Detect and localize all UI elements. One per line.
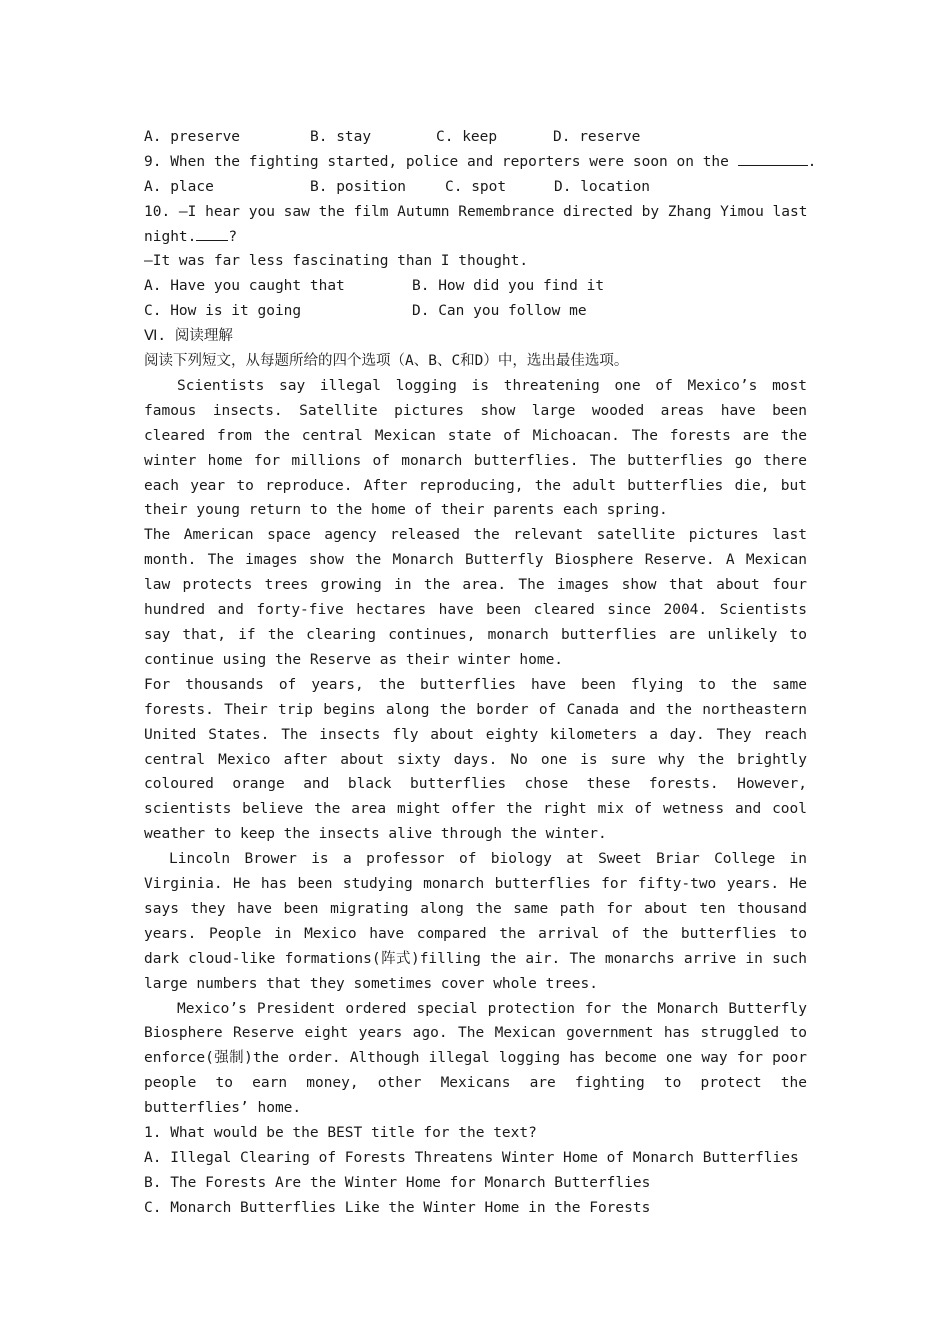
q10-options-row1: [144, 274, 807, 299]
q9-answer-blank: [738, 150, 808, 166]
q8-option-a: A. preserve: [144, 129, 241, 145]
section-title: Ⅵ. 阅读理解: [144, 328, 233, 345]
q9-options: [144, 175, 807, 200]
q1-option-a: A. Illegal Clearing of Forests Threatens Winter Home of Monarch Butterflies: [144, 1149, 799, 1166]
q9-stem-end: .: [807, 153, 817, 170]
passage-paragraph-4: Lincoln Brower is a professor of biology at Sweet Briar College in Virginia. He has been studying monarch butterflies for fifty-two years. He says they have been migrating along the same path for about ten thousand years. People in Mexico have compared the arrival of the butterflies to dark cloud-like formations(阵式)filling the air. The monarchs arrive in such large numbers that they sometimes cover whole trees.: [144, 851, 807, 992]
section-instructions: 阅读下列短文，从每题所给的四个选项（A、B、C和D）中，选出最佳选项。: [144, 353, 629, 370]
q1-option-b: B. The Forests Are the Winter Home for Monarch Butterflies: [144, 1174, 651, 1191]
passage-paragraph-2: The American space agency released the relevant satellite pictures last month. The images show the Monarch Butterfly Biosphere Reserve. A Mexican law protects trees growing in the area. The images show that about four hundred and forty-five hectares have been cleared since 2004. Scientists say that, if the clearing continues, monarch butterflies are unlikely to continue using the Reserve as their winter home.: [144, 527, 807, 668]
q10-stem-end: ?: [228, 228, 238, 245]
q9-option-d: D. location: [554, 178, 651, 195]
q9-option-a: A. place: [144, 178, 214, 195]
q9-stem: [144, 150, 817, 175]
q10-reply: —It was far less fascinating than I thought.: [144, 253, 529, 270]
q9-stem-text: 9. When the fighting started, police and reporters were soon on the: [144, 153, 738, 170]
q10-option-c: C. How is it going: [144, 303, 302, 320]
q8-options: [144, 125, 807, 150]
q1-option-c: C. Monarch Butterflies Like the Winter Home in the Forests: [144, 1199, 651, 1216]
passage-paragraph-5: Mexico’s President ordered special protection for the Monarch Butterfly Biosphere Reserve eight years ago. The Mexican government has struggled to enforce(强制)the order. Although illegal logging has become one way for poor people to earn money, other Mexicans are fighting to protect the butterflies’ home.: [144, 1000, 807, 1117]
q10-options-row2: [144, 299, 807, 324]
exam-page: [144, 125, 817, 1221]
q10-stem-start: night.: [144, 228, 197, 245]
q8-option-b: B. stay: [310, 129, 372, 145]
q9-option-c: C. spot: [445, 178, 507, 195]
q10-option-a: A. Have you caught that: [144, 278, 345, 295]
q10-stem-line2: [144, 225, 807, 250]
q10-option-b: B. How did you find it: [412, 278, 605, 295]
q8-option-c: C. keep: [436, 129, 498, 145]
q10-stem-line1: 10. —I hear you saw the film Autumn Remembrance directed by Zhang Yimou last: [144, 203, 808, 220]
passage-paragraph-1: Scientists say illegal logging is threatening one of Mexico’s most famous insects. Satellite pictures show large wooded areas have been cleared from the central Mexican state of Michoacan. The forests are the winter home for millions of monarch butterflies. The butterflies go there each year to reproduce. After reproducing, the adult butterflies die, but their young return to the home of their parents each spring.: [144, 377, 807, 519]
q10-option-d: D. Can you follow me: [412, 303, 587, 320]
passage-paragraph-3: For thousands of years, the butterflies have been flying to the same forests. Their trip begins along the border of Canada and the northeastern United States. The insects fly about eighty kilometers a day. They reach central Mexico after about sixty days. No one is sure why the brightly coloured orange and black butterflies chose these forests. However, scientists believe the area might offer the right mix of wetness and cool weather to keep the insects alive through the winter.: [144, 676, 807, 843]
q1-stem: 1. What would be the BEST title for the text?: [144, 1125, 537, 1142]
q10-answer-blank: [196, 225, 228, 241]
q9-option-b: B. position: [310, 178, 407, 195]
q8-option-d: D. reserve: [553, 129, 641, 145]
